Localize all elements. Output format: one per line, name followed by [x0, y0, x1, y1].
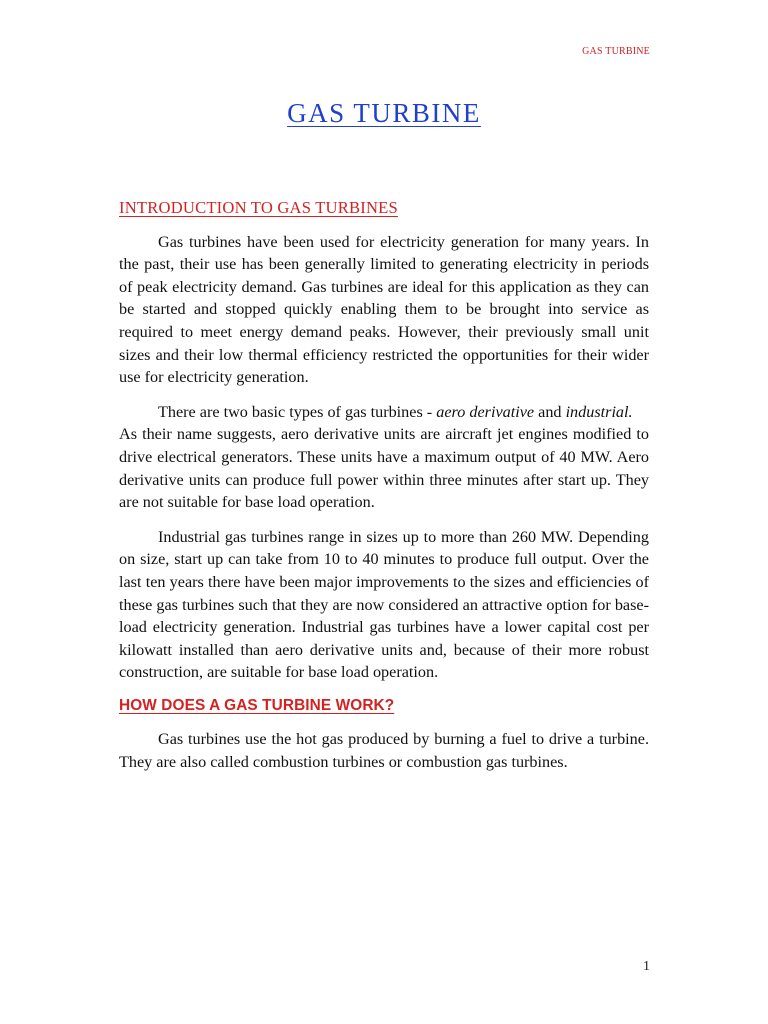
type-industrial: industrial.	[565, 402, 633, 421]
paragraph-how-it-works: Gas turbines use the hot gas produced by burning a fuel to drive a turbine. They are also called combustion turbines or combustion gas turbines.	[119, 730, 649, 772]
page-number: 1	[643, 959, 650, 974]
types-text: There are two basic types of gas turbines -	[158, 402, 437, 421]
document-title-text: GAS TURBINE	[287, 98, 481, 128]
types-conjunction: and	[534, 402, 566, 421]
type-aero-derivative: aero derivative	[436, 402, 535, 421]
paragraph-industrial: Industrial gas turbines range in sizes up to more than 260 MW. Depending on size, start up can take from 10 to 40 minutes to produce full output. Over the last ten years there have been major improvements to the sizes and efficiencies of these gas turbines such that they are now considered an attractive option for base-load electricity generation. Industrial gas turbines have a lower capital cost per kilowatt installed than aero derivative units and, because of their more robust construction, are suitable for base load operation.	[119, 527, 649, 682]
section-heading-how-it-works: HOW DOES A GAS TURBINE WORK?	[119, 696, 395, 714]
running-header: GAS TURBINE	[582, 46, 650, 57]
document-title	[0, 98, 768, 129]
section-heading-introduction: INTRODUCTION TO GAS TURBINES	[119, 198, 398, 217]
paragraph-aero-derivative: As their name suggests, aero derivative units are aircraft jet engines modified to drive electrical generators. These units have a maximum output of 40 MW. Aero derivative units can produce full power within three minutes after start up. They are not suitable for base load operation.	[119, 425, 649, 512]
document-body	[119, 197, 649, 774]
paragraph-intro: Gas turbines have been used for electricity generation for many years. In the past, their use has been generally limited to generating electricity in periods of peak electricity demand. Gas turbines are ideal for this application as they can be started and stopped quickly enabling them to be brought into service as required to meet energy demand peaks. However, their previously small unit sizes and their low thermal efficiency restricted the opportunities for their wider use for electricity generation.	[119, 232, 649, 387]
paragraph-types	[119, 401, 649, 424]
